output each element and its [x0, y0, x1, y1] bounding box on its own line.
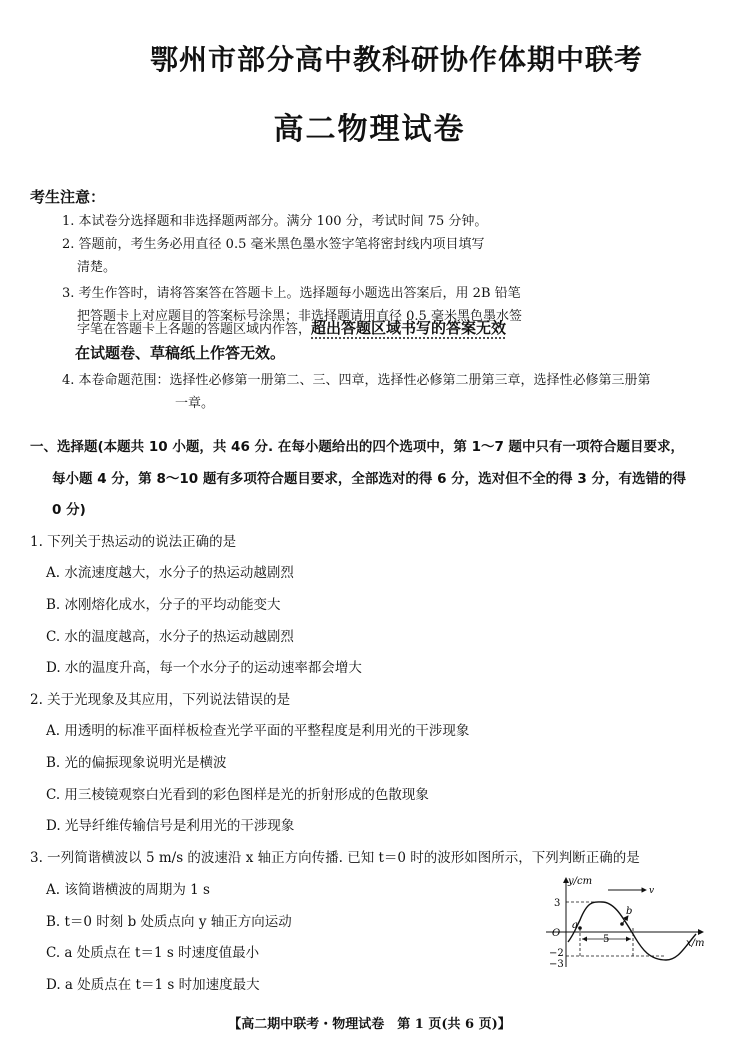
point-b-label: b	[626, 906, 633, 917]
question-3-option-c: C. a 处质点在 t＝1 s 时速度值最小	[46, 945, 260, 961]
notice-item-3-line-1: 3. 考生作答时，请将答案答在答题卡上。选择题每小题选出答案后，用 2B 铅笔	[62, 286, 521, 301]
y-axis-label: y/cm	[568, 876, 593, 887]
notice-item-4-line-2: 一章。	[175, 396, 215, 411]
question-2-option-a: A. 用透明的标准平面样板检查光学平面的平整程度是利用光的干涉现象	[46, 723, 470, 739]
question-2-option-b: B. 光的偏振现象说明光是横波	[46, 755, 227, 771]
question-3-option-a: A. 该简谐横波的周期为 1 s	[46, 882, 210, 898]
exam-org-title: 鄂州市部分高中教科研协作体期中联考	[150, 43, 644, 76]
tick-label-neg3: −3	[549, 959, 564, 970]
wave-figure	[538, 872, 710, 972]
section-1-instruction-line-3: 0 分)	[52, 502, 86, 518]
question-2-option-c: C. 用三棱镜观察白光看到的彩色图样是光的折射形成的色散现象	[46, 787, 429, 803]
exam-subject-title: 高二物理试卷	[273, 112, 466, 147]
notice-item-3-line-2: 把答题卡上对应题目的答案标号涂黑；非选择题请用直径 0.5 毫米黑色墨水签	[77, 309, 522, 324]
origin-label: O	[552, 928, 561, 939]
point-a-label: a	[572, 920, 578, 931]
x-axis-label: x/m	[686, 938, 705, 949]
point-a-dot	[578, 926, 582, 930]
notice-heading: 考生注意：	[30, 188, 106, 206]
notice-item-3-emphasis-2: 在试题卷、草稿纸上作答无效。	[75, 344, 286, 362]
question-1-option-d: D. 水的温度升高，每一个水分子的运动速率都会增大	[46, 660, 362, 676]
notice-item-3-plain: 字笔在答题卡上各题的答题区域内作答，	[77, 322, 312, 337]
notice-item-4-line-1: 4. 本卷命题范围：选择性必修第一册第二、三、四章，选择性必修第二册第三章，选择性必修第三册第	[62, 373, 651, 388]
velocity-label: v	[649, 886, 655, 896]
section-1-instruction-line-1: 一、选择题(本题共 10 小题，共 46 分. 在每小题给出的四个选项中，第 1～7 题中只有一项符合题目要求，	[30, 439, 685, 455]
question-2-option-d: D. 光导纤维传输信号是利用光的干涉现象	[46, 818, 295, 834]
question-2-stem: 2. 关于光现象及其应用，下列说法错误的是	[30, 692, 291, 708]
tick-label-neg2: −2	[549, 948, 564, 959]
notice-item-3-line-3	[77, 317, 506, 338]
question-1-option-a: A. 水流速度越大，水分子的热运动越剧烈	[46, 565, 294, 581]
page-footer: 【高二期中联考・物理试卷 第 1 页(共 6 页)】	[228, 1017, 511, 1032]
tick-label-3: 3	[554, 898, 561, 909]
notice-item-3-emphasis-1: 超出答题区域书写的答案无效	[311, 319, 507, 337]
span-label: 5	[603, 934, 610, 945]
notice-item-1: 1. 本试卷分选择题和非选择题两部分。满分 100 分，考试时间 75 分钟。	[62, 214, 488, 229]
section-1-instruction-line-2: 每小题 4 分，第 8～10 题有多项符合题目要求，全部选对的得 6 分，选对但不全的得 3 分，有选错的得	[52, 471, 686, 487]
question-1-option-c: C. 水的温度越高，水分子的热运动越剧烈	[46, 629, 294, 645]
question-1-stem: 1. 下列关于热运动的说法正确的是	[30, 534, 237, 550]
question-3-option-d: D. a 处质点在 t＝1 s 时加速度最大	[46, 977, 260, 993]
point-b-dot	[620, 922, 624, 926]
notice-item-2-line-2: 清楚。	[77, 260, 117, 275]
question-1-option-b: B. 冰刚熔化成水，分子的平均动能变大	[46, 597, 281, 613]
notice-item-2-line-1: 2. 答题前，考生务必用直径 0.5 毫米黑色墨水签字笔将密封线内项目填写	[62, 237, 485, 252]
question-3-option-b: B. t＝0 时刻 b 处质点向 y 轴正方向运动	[46, 914, 292, 930]
question-3-stem: 3. 一列简谐横波以 5 m/s 的波速沿 x 轴正方向传播. 已知 t＝0 时的波形如图所示，下列判断正确的是	[30, 850, 640, 866]
